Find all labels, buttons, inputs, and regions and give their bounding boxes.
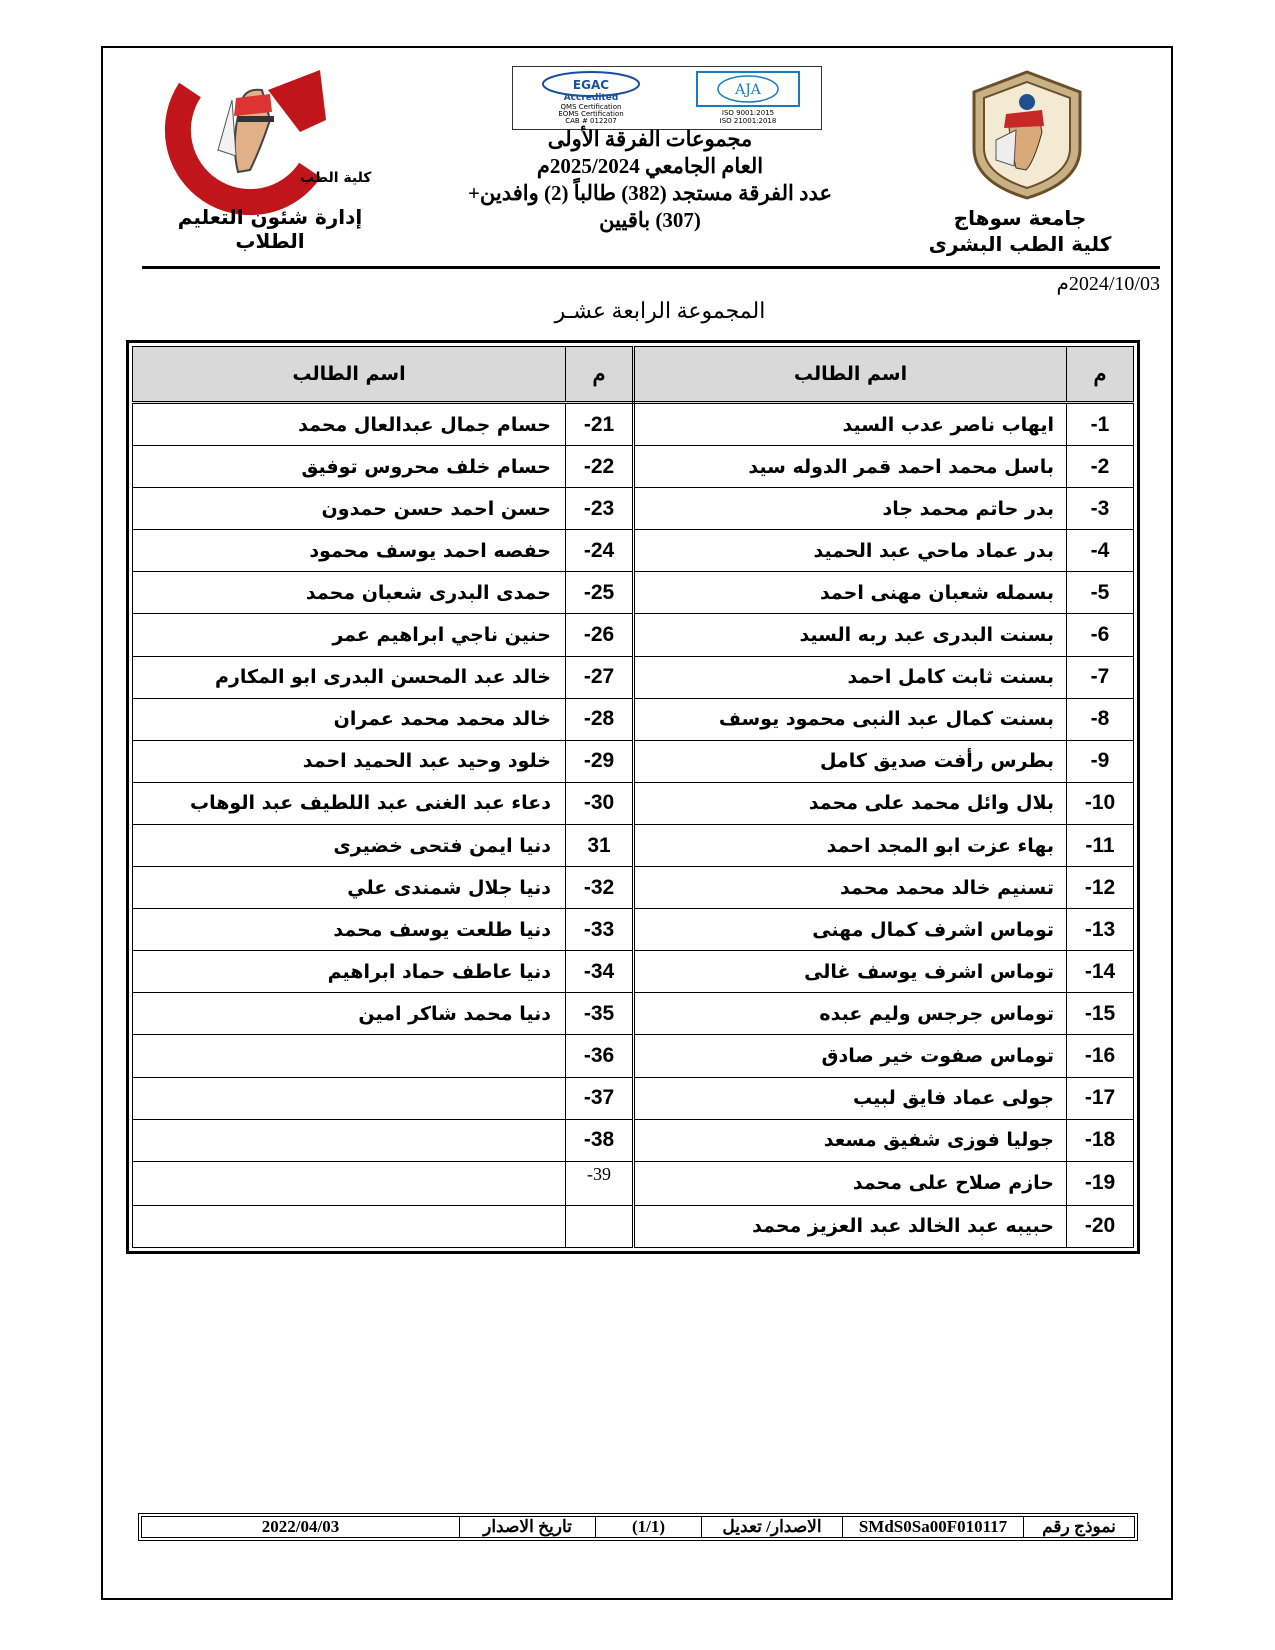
row-number: 2-: [1067, 446, 1134, 488]
student-name: حسام جمال عبدالعال محمد: [133, 403, 566, 446]
row-number: 31: [566, 824, 634, 866]
student-name: بدر حاتم محمد جاد: [634, 488, 1067, 530]
student-name: بسنت ثابت كامل احمد: [634, 656, 1067, 698]
row-number: 7-: [1067, 656, 1134, 698]
svg-text:EOMS Certification: EOMS Certification: [558, 110, 624, 118]
svg-text:كلية الطب: كلية الطب: [300, 170, 372, 186]
row-number: 12-: [1067, 867, 1134, 909]
row-number: 36-: [566, 1035, 634, 1077]
aja-logo: [693, 70, 803, 125]
student-name: دنيا طلعت يوسف محمد: [133, 909, 566, 951]
student-name: حمدى البدرى شعبان محمد: [133, 572, 566, 614]
row-number: 35-: [566, 993, 634, 1035]
egac-logo: [521, 70, 661, 125]
svg-text:ISO 21001:2018: ISO 21001:2018: [719, 117, 777, 125]
table-row: [133, 530, 1134, 572]
header-rule: [142, 266, 1160, 269]
student-name: خالد محمد محمد عمران: [133, 698, 566, 740]
row-number: [566, 1205, 634, 1247]
student-name: خلود وحيد عبد الحميد احمد: [133, 740, 566, 782]
table-row: [133, 824, 1134, 866]
row-number: 3-: [1067, 488, 1134, 530]
row-number: 10-: [1067, 782, 1134, 824]
student-name: بسمله شعبان مهنى احمد: [634, 572, 1067, 614]
row-number: 38-: [566, 1119, 634, 1161]
row-number: 5-: [1067, 572, 1134, 614]
students-table: [126, 340, 1140, 1254]
student-name: تسنيم خالد محمد محمد: [634, 867, 1067, 909]
table-row: [133, 403, 1134, 446]
student-name: حسن احمد حسن حمدون: [133, 488, 566, 530]
col-num-header-2: م: [566, 347, 634, 403]
student-name: حسام خلف محروس توفيق: [133, 446, 566, 488]
faculty-logo: [150, 60, 372, 200]
row-number: 17-: [1067, 1077, 1134, 1119]
row-number: 28-: [566, 698, 634, 740]
row-number: 19-: [1067, 1161, 1134, 1205]
row-number: 16-: [1067, 1035, 1134, 1077]
student-name: حنين ناجي ابراهيم عمر: [133, 614, 566, 656]
issue-date: 2022/04/03: [261, 1517, 340, 1536]
svg-text:QMS Certification: QMS Certification: [560, 103, 622, 111]
table-row: [133, 656, 1134, 698]
svg-text:EGAC: EGAC: [572, 78, 610, 92]
student-name: توماس جرجس وليم عبده: [634, 993, 1067, 1035]
row-number: 34-: [566, 951, 634, 993]
svg-text:AJA: AJA: [735, 82, 761, 98]
issue-date-label: تاريخ الاصدار: [459, 1517, 595, 1537]
title-groups: مجموعات الفرقة الأولى: [547, 127, 753, 151]
row-number: 13-: [1067, 909, 1134, 951]
title-student-count: عدد الفرقة مستجد (382) طالباً (2) وافدين+: [467, 181, 833, 205]
student-name: دعاء عبد الغنى عبد اللطيف عبد الوهاب: [133, 782, 566, 824]
row-number: 27-: [566, 656, 634, 698]
col-num-header: م: [1067, 347, 1134, 403]
student-name: توماس اشرف يوسف غالى: [634, 951, 1067, 993]
row-number: 8-: [1067, 698, 1134, 740]
title-academic-year: العام الجامعي 2025/2024م: [536, 154, 764, 178]
table-row: [133, 1035, 1134, 1077]
student-name: جوليا فوزى شفيق مسعد: [634, 1119, 1067, 1161]
table-row: [133, 867, 1134, 909]
table-row: [133, 740, 1134, 782]
row-number: 32-: [566, 867, 634, 909]
group-title: المجموعة الرابعة عشـر: [554, 298, 766, 323]
student-name: توماس صفوت خير صادق: [634, 1035, 1067, 1077]
row-number: 14-: [1067, 951, 1134, 993]
student-name: بسنت كمال عبد النبى محمود يوسف: [634, 698, 1067, 740]
svg-text:ISO 9001:2015: ISO 9001:2015: [721, 109, 775, 117]
row-number: 15-: [1067, 993, 1134, 1035]
form-number-label: نموذج رقم: [1023, 1517, 1134, 1537]
row-number: 37-: [566, 1077, 634, 1119]
row-number: 11-: [1067, 824, 1134, 866]
table-row: [133, 782, 1134, 824]
row-number: 25-: [566, 572, 634, 614]
form-footer: [138, 1513, 1138, 1541]
row-number: 20-: [1067, 1205, 1134, 1247]
version-value: (1/1): [595, 1517, 701, 1537]
table-row: [133, 1161, 1134, 1205]
student-name: توماس اشرف كمال مهنى: [634, 909, 1067, 951]
row-number: 26-: [566, 614, 634, 656]
student-name: [133, 1161, 566, 1205]
row-number: 1-: [1067, 403, 1134, 446]
row-number: 4-: [1067, 530, 1134, 572]
row-number: 22-: [566, 446, 634, 488]
student-name: [133, 1077, 566, 1119]
row-number: 18-: [1067, 1119, 1134, 1161]
table-row: [133, 488, 1134, 530]
student-name: دنيا محمد شاكر امين: [133, 993, 566, 1035]
col-name-header: اسم الطالب: [634, 347, 1067, 403]
student-name: باسل محمد احمد قمر الدوله سيد: [634, 446, 1067, 488]
student-name: [133, 1205, 566, 1247]
col-name-header-2: اسم الطالب: [133, 347, 566, 403]
row-number: 9-: [1067, 740, 1134, 782]
student-name: ايهاب ناصر عدب السيد: [634, 403, 1067, 446]
university-logo: [968, 70, 1086, 200]
university-name: جامعة سوهاج: [953, 206, 1087, 230]
student-name: بسنت البدرى عبد ربه السيد: [634, 614, 1067, 656]
accreditation-logos: [512, 66, 822, 130]
student-name: حازم صلاح على محمد: [634, 1161, 1067, 1205]
student-name: بهاء عزت ابو المجد احمد: [634, 824, 1067, 866]
header-title-block: [430, 126, 870, 234]
student-name: خالد عبد المحسن البدرى ابو المكارم: [133, 656, 566, 698]
table-row: [133, 993, 1134, 1035]
row-number: 24-: [566, 530, 634, 572]
row-number: 33-: [566, 909, 634, 951]
student-name: [133, 1035, 566, 1077]
form-code: SMdS0Sa00F010117: [842, 1517, 1023, 1537]
student-name: دنيا جلال شمندى علي: [133, 867, 566, 909]
student-name: [133, 1119, 566, 1161]
svg-text:CAB # 012207: CAB # 012207: [565, 117, 617, 125]
title-remaining: (307) باقيين: [599, 208, 701, 232]
student-name: حبيبه عبد الخالد عبد العزيز محمد: [634, 1205, 1067, 1247]
student-name: دنيا ايمن فتحى خضيرى: [133, 824, 566, 866]
row-number: 29-: [566, 740, 634, 782]
table-row: [133, 909, 1134, 951]
table-row: [133, 572, 1134, 614]
row-number: 39-: [566, 1161, 634, 1205]
table-row: [133, 698, 1134, 740]
table-row: [133, 1205, 1134, 1247]
svg-text:Accredited: Accredited: [563, 93, 619, 103]
table-row: [133, 1119, 1134, 1161]
row-number: 6-: [1067, 614, 1134, 656]
row-number: 21-: [566, 403, 634, 446]
table-row: [133, 951, 1134, 993]
university-caption: [920, 205, 1120, 257]
table-header-row: [133, 347, 1134, 403]
student-name: بطرس رأفت صديق كامل: [634, 740, 1067, 782]
table-row: [133, 1077, 1134, 1119]
student-name: حفصه احمد يوسف محمود: [133, 530, 566, 572]
table-row: [133, 446, 1134, 488]
student-name: بلال وائل محمد على محمد: [634, 782, 1067, 824]
student-name: دنيا عاطف حماد ابراهيم: [133, 951, 566, 993]
version-label: الاصدار/ تعديل: [701, 1517, 842, 1537]
faculty-name: كلية الطب البشرى: [928, 232, 1112, 256]
student-name: بدر عماد ماحي عبد الحميد: [634, 530, 1067, 572]
student-name: جولى عماد فايق لبيب: [634, 1077, 1067, 1119]
row-number: 30-: [566, 782, 634, 824]
row-number: 23-: [566, 488, 634, 530]
student-affairs-caption: إدارة شئون التعليم الطلاب: [177, 205, 363, 253]
table-row: [133, 614, 1134, 656]
document-date: 2024/10/03م: [1056, 273, 1160, 295]
